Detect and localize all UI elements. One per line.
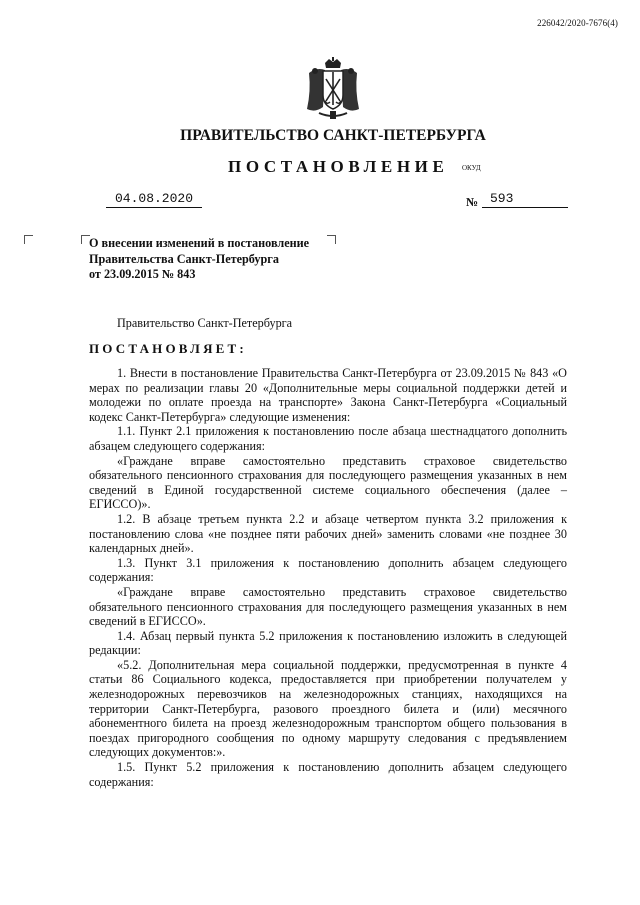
margin-corner-mark [24, 235, 33, 244]
paragraph: «5.2. Дополнительная мера социальной поддержки, предусмотренная в пункте 4 статьи 86 Социального кодекса, предоставляется при приобретении получателем у железнодорожных перевозчиков на железнодорожных станциях, находящихся на территории Санкт-Петербурга, разового проездного билета и (или) месячного абонементного билета на проезд железнодорожным транспортом общего пользования в поездах пригородного сообщения по одному маршруту следования с предъявлением следующих документов:». [89, 657, 567, 760]
subject-line: О внесении изменений в постановление [89, 236, 310, 250]
document-registration-id: 226042/2020-7676(4) [537, 18, 618, 28]
document-number: 593 [482, 191, 568, 208]
paragraph: «Граждане вправе самостоятельно представить страховое свидетельство обязательного пенсионного страхования для последующего размещения указанных в нем сведений в Единой государственной системе социального обеспечения (далее – ЕГИССО)». [89, 453, 567, 512]
paragraph: 1. Внести в постановление Правительства Санкт-Петербурга от 23.09.2015 № 843 «О мерах по реализации главы 20 «Дополнительные меры социальной поддержки детей и молодежи по оплате проезда на транспорте» Закона Санкт-Петербурга «Социальный кодекс Санкт-Петербурга» следующие изменения: [89, 366, 567, 424]
paragraph: 1.4. Абзац первый пункта 5.2 приложения к постановлению изложить в следующей редакции: [89, 628, 567, 658]
document-subject [89, 236, 339, 283]
st-petersburg-coat-of-arms-icon [303, 57, 363, 121]
document-body [89, 366, 567, 789]
okud-label: ОКУД [462, 164, 481, 172]
preamble: Правительство Санкт-Петербурга [117, 316, 293, 330]
document-date: 04.08.2020 [106, 191, 202, 208]
paragraph: 1.3. Пункт 3.1 приложения к постановлению дополнить абзацем следующего содержания: [89, 555, 567, 585]
subject-line: от 23.09.2015 № 843 [89, 267, 196, 281]
paragraph: 1.1. Пункт 2.1 приложения к постановлению после абзаца шестнадцатого дополнить абзацем следующего содержания: [89, 424, 567, 453]
subject-line: Правительства Санкт-Петербурга [89, 251, 279, 266]
issuing-authority: ПРАВИТЕЛЬСТВО САНКТ-ПЕТЕРБУРГА [180, 127, 486, 144]
resolves-heading: ПОСТАНОВЛЯЕТ: [89, 341, 247, 356]
paragraph: 1.5. Пункт 5.2 приложения к постановлению дополнить абзацем следующего содержания: [89, 760, 567, 789]
paragraph: «Граждане вправе самостоятельно представить страховое свидетельство обязательного пенсионного страхования для последующего размещения указанных в нем сведений в ЕГИССО». [89, 584, 567, 629]
document-type-title: ПОСТАНОВЛЕНИЕ [228, 157, 449, 176]
paragraph: 1.2. В абзаце третьем пункта 2.2 и абзаце четвертом пункта 3.2 приложения к постановлению слова «не позднее пяти рабочих дней» заменить словами «не позднее 30 календарных дней». [89, 511, 567, 556]
number-sign: № [466, 195, 479, 209]
